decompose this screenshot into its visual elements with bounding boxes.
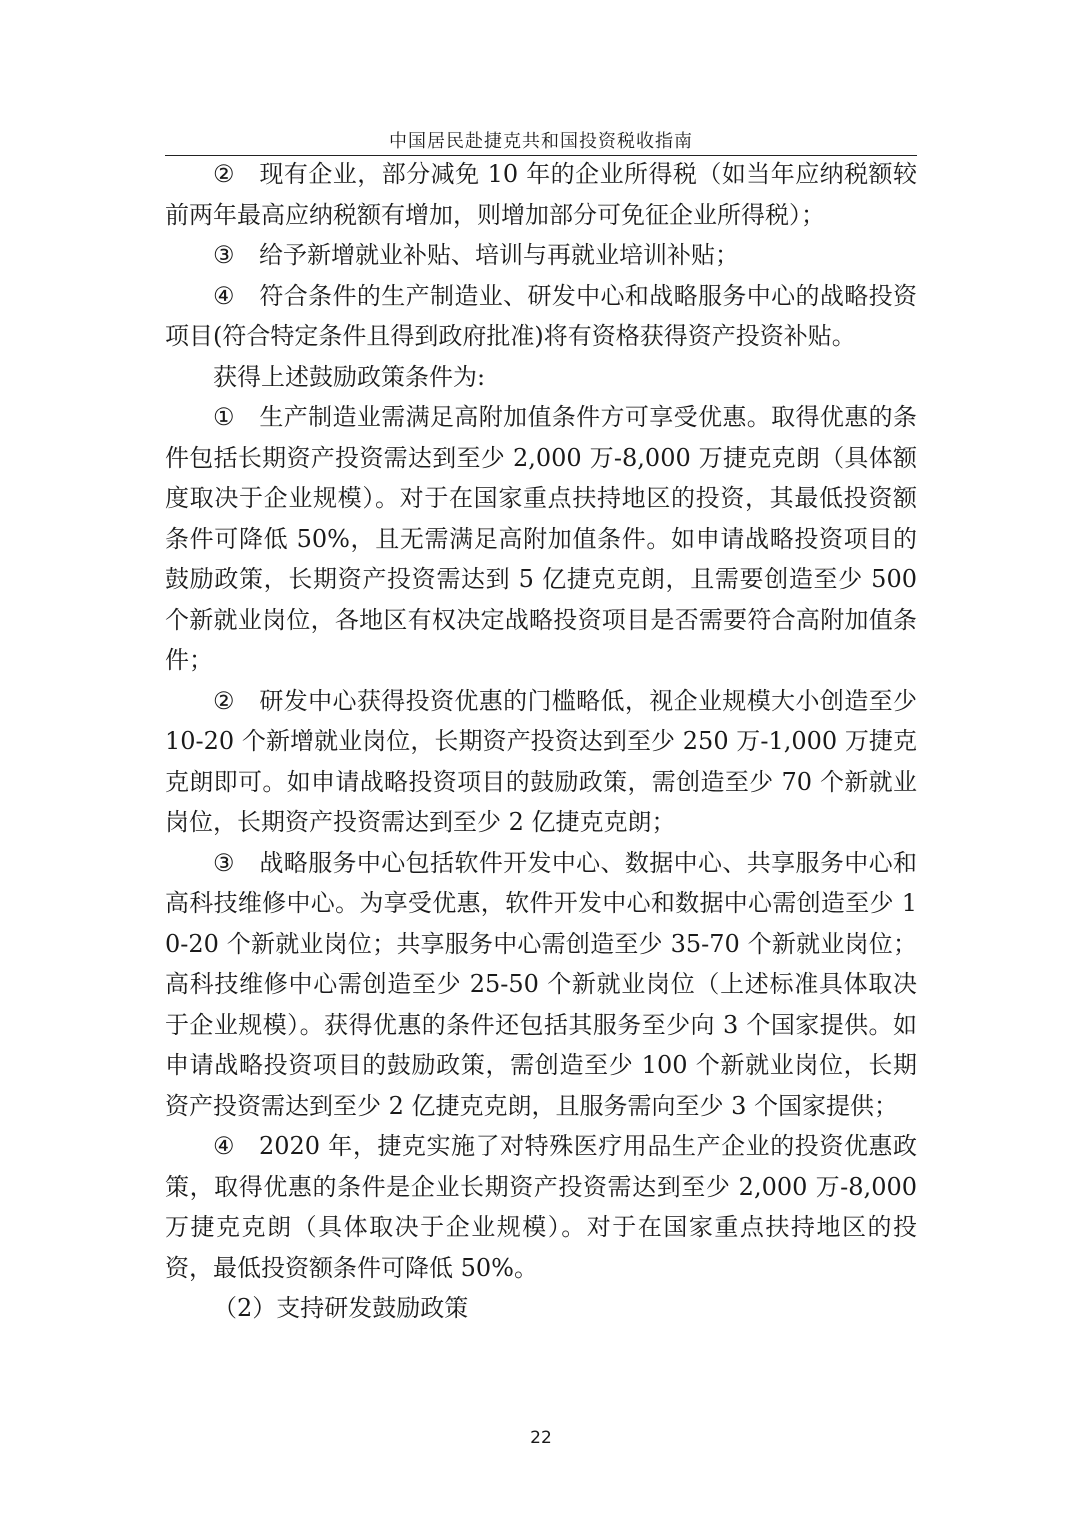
paragraph-strategic-services (165, 843, 917, 1127)
paragraph-text: 获得上述鼓励政策条件为: (213, 362, 486, 391)
list-marker: ③ (213, 848, 235, 877)
paragraph-text: 现有企业，部分减免 10 年的企业所得税（如当年应纳税额较前两年最高应纳税额有增加，则增加部分可免征企业所得税）； (165, 160, 917, 229)
list-marker: ③ (213, 241, 235, 269)
body-text (165, 154, 917, 1329)
paragraph-text: 符合条件的生产制造业、研发中心和战略服务中心的战略投资项目(符合特定条件且得到政府批准)将有资格获得资产投资补贴。 (165, 281, 917, 350)
paragraph-text: 生产制造业需满足高附加值条件方可享受优惠。取得优惠的条件包括长期资产投资需达到至少 2,000 万-8,000 万捷克克朗（具体额度取决于企业规模）。对于在国家重点扶持地区的投资，其最低投资额条件可降低 50%，且无需满足高附加值条件。如申请战略投资项目的鼓励政策，长期资产投资需达到 5 亿捷克克朗，且需要创造至少 500 个新就业岗位，各地区有权决定战略投资项目是否需要符合高附加值条件； (165, 403, 917, 674)
paragraph-conditions-intro (165, 357, 917, 398)
paragraph-employment-subsidy (165, 235, 917, 276)
paragraph-text: 2020 年，捷克实施了对特殊医疗用品生产企业的投资优惠政策，取得优惠的条件是企业长期资产投资需达到至少 2,000 万-8,000 万捷克克朗（具体取决于企业规模）。对于在国家重点扶持地区的投资，最低投资额条件可降低 50%。 (165, 1132, 917, 1282)
paragraph-medical-supplies (165, 1126, 917, 1288)
page-header: 中国居民赴捷克共和国投资税收指南 (389, 131, 693, 152)
paragraph-asset-subsidy (165, 276, 917, 357)
paragraph-text: 给予新增就业补贴、培训与再就业培训补贴； (259, 241, 739, 269)
list-marker: ① (213, 403, 235, 431)
section-heading-text: （2）支持研发鼓励政策 (213, 1294, 469, 1322)
list-marker: ④ (213, 281, 235, 310)
section-heading-rnd-incentives (165, 1288, 917, 1329)
paragraph-text: 研发中心获得投资优惠的门槛略低，视企业规模大小创造至少 10-20 个新增就业岗位，长期资产投资达到至少 250 万-1,000 万捷克克朗即可。如申请战略投资项目的鼓励政策，需创造至少 70 个新就业岗位，长期资产投资需达到至少 2 亿捷克克朗； (165, 686, 917, 836)
list-marker: ④ (213, 1132, 235, 1160)
list-marker: ② (213, 686, 235, 715)
list-marker: ② (213, 160, 235, 188)
paragraph-text: 战略服务中心包括软件开发中心、数据中心、共享服务中心和高科技维修中心。为享受优惠，软件开发中心和数据中心需创造至少 10-20 个新就业岗位；共享服务中心需创造至少 35-70 个新就业岗位；高科技维修中心需创造至少 25-50 个新就业岗位（上述标准具体取决于企业规模）。获得优惠的条件还包括其服务至少向 3 个国家提供。如申请战略投资项目的鼓励政策，需创造至少 100 个新就业岗位，长期资产投资需达到至少 2 亿捷克克朗，且服务需向至少 3 个国家提供； (165, 848, 917, 1120)
page-number: 22 (530, 1428, 552, 1448)
paragraph-rnd-center (165, 681, 917, 843)
paragraph-manufacturing (165, 397, 917, 681)
paragraph-existing-enterprise (165, 154, 917, 235)
